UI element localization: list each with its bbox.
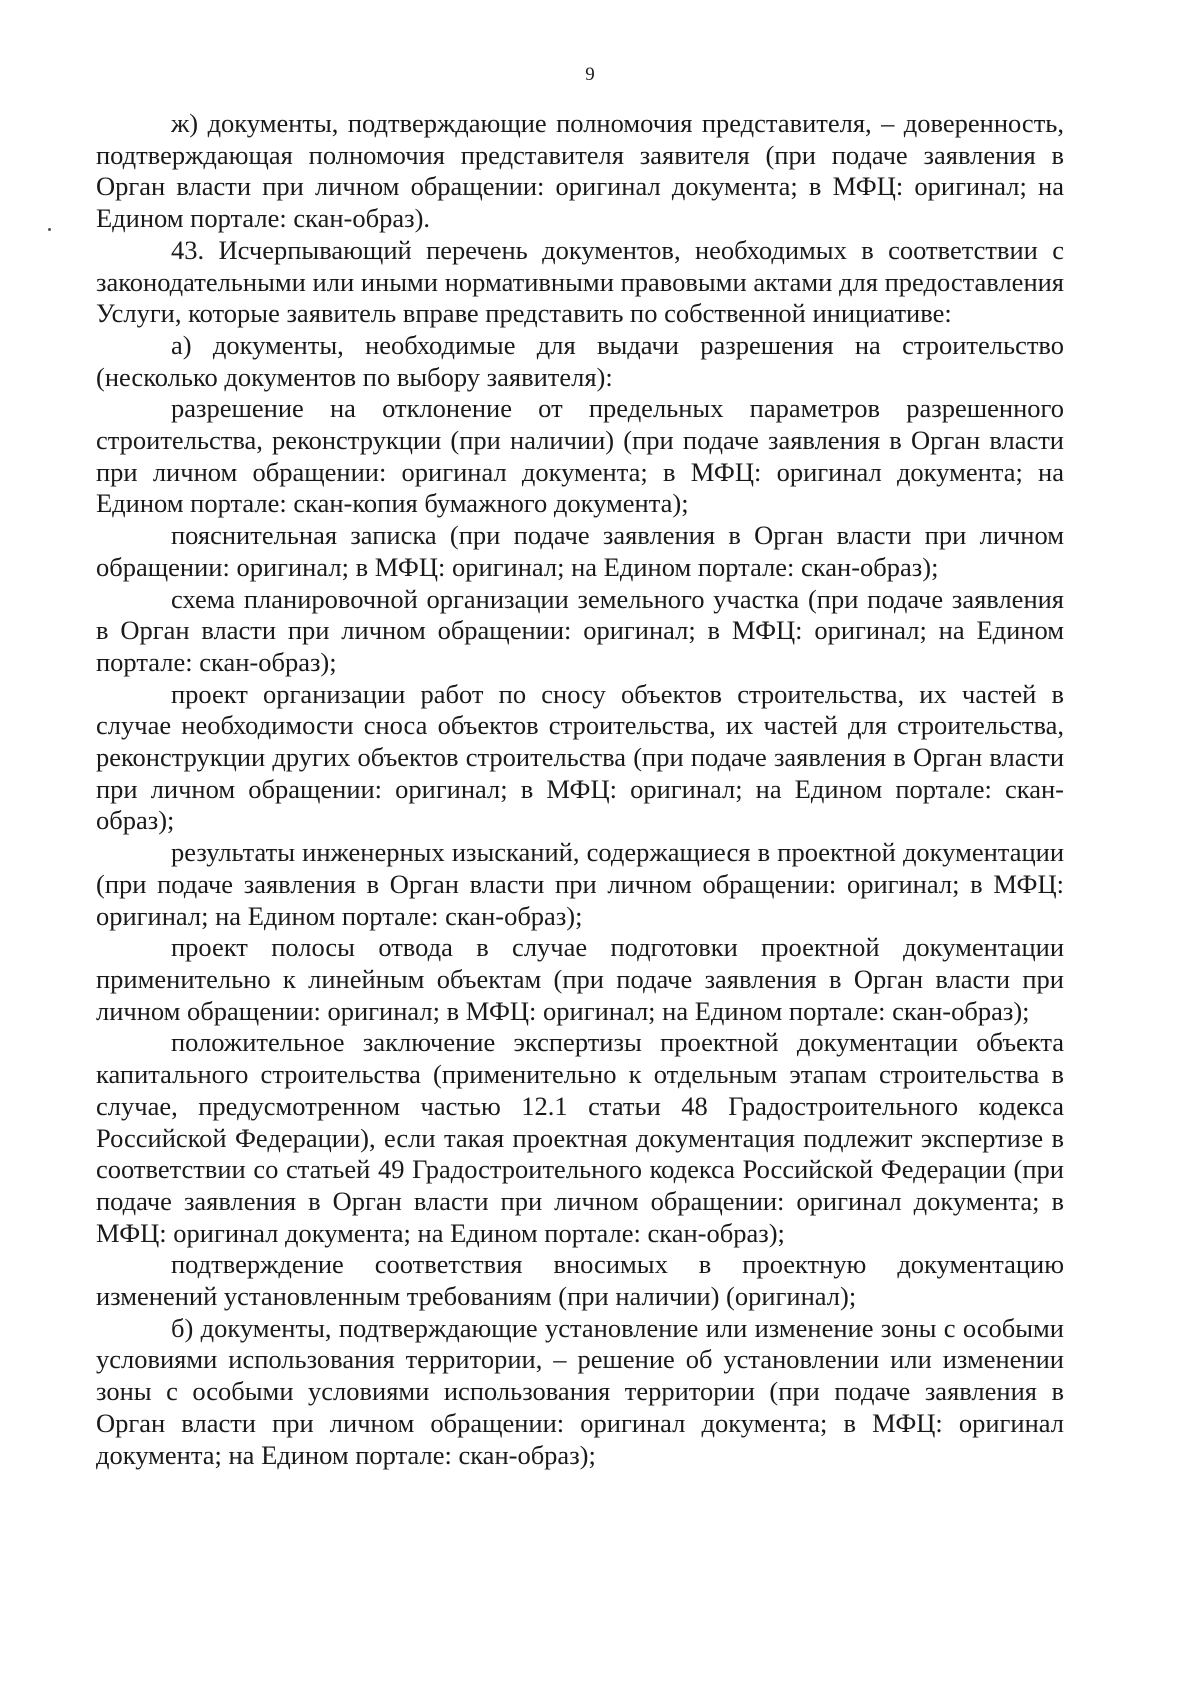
paragraph-43-optional-documents-list: 43. Исчерпывающий перечень документов, необходимых в соответствии с законодательными или иными нормативными правовыми актами для предоставления Услуги, которые заявитель вправе представить по собственной инициативе: bbox=[96, 234, 1064, 329]
paragraph-land-plot-layout-scheme: схема планировочной организации земельного участка (при подаче заявления в Орган власти при личном обращении: оригинал; в МФЦ: оригинал; на Едином портале: скан-образ); bbox=[96, 583, 1064, 677]
page-number: 9 bbox=[585, 64, 595, 85]
paragraph-a-construction-permit-documents: а) документы, необходимые для выдачи разрешения на строительство (несколько документов по выбору заявителя): bbox=[96, 329, 1064, 392]
paragraph-explanatory-note: пояснительная записка (при подаче заявления в Орган власти при личном обращении: оригинал; в МФЦ: оригинал; на Едином портале: скан-образ); bbox=[96, 520, 1064, 582]
paragraph-deviation-permit: разрешение на отклонение от предельных параметров разрешенного строительства, реконструкции (при наличии) (при подаче заявления в Орган власти при личном обращении: оригинал документа; в МФЦ: оригинал документа; на Едином портале: скан-копия бумажного документа); bbox=[96, 393, 1064, 519]
paragraph-b-special-zone-documents: б) документы, подтверждающие установление или изменение зоны с особыми условиями использования территории, – решение об установлении или изменении зоны с особыми условиями использования территории (при подаче заявления в Орган власти при личном обращении: оригинал документа; в МФЦ: оригинал документа; на Едином портале: скан-образ); bbox=[96, 1312, 1064, 1470]
paragraph-demolition-project: проект организации работ по сносу объектов строительства, их частей в случае необходимости сноса объектов строительства, их частей для строительства, реконструкции других объектов строительства (при подаче заявления в Орган власти при личном обращении: оригинал; в МФЦ: оригинал; на Едином портале: скан-образ); bbox=[96, 678, 1064, 836]
paragraph-right-of-way-project: проект полосы отвода в случае подготовки проектной документации применительно к линейным объектам (при подаче заявления в Орган власти при личном обращении: оригинал; в МФЦ: оригинал; на Едином портале: скан-образ); bbox=[96, 932, 1064, 1026]
paragraph-changes-compliance-confirmation: подтверждение соответствия вносимых в проектную документацию изменений установленным требованиям (при наличии) (оригинал); bbox=[96, 1249, 1064, 1312]
paragraph-engineering-survey-results: результаты инженерных изысканий, содержащиеся в проектной документации (при подаче заявления в Орган власти при личном обращении: оригинал; в МФЦ: оригинал; на Едином портале: скан-образ); bbox=[96, 837, 1064, 931]
document-body bbox=[96, 108, 1064, 1471]
scan-artifact-dot bbox=[48, 228, 51, 231]
paragraph-positive-expert-conclusion: положительное заключение экспертизы проектной документации объекта капитального строительства (применительно к отдельным этапам строительства в случае, предусмотренном частью 12.1 статьи 48 Градостроительного кодекса Российской Федерации), если такая проектная документация подлежит экспертизе в соответствии со статьей 49 Градостроительного кодекса Российской Федерации (при подаче заявления в Орган власти при личном обращении: оригинал документа; в МФЦ: оригинал документа; на Едином портале: скан-образ); bbox=[96, 1027, 1064, 1248]
paragraph-zh-representative-documents: ж) документы, подтверждающие полномочия представителя, – доверенность, подтверждающая полномочия представителя заявителя (при подаче заявления в Орган власти при личном обращении: оригинал документа; в МФЦ: оригинал; на Едином портале: скан-образ). bbox=[96, 108, 1064, 234]
